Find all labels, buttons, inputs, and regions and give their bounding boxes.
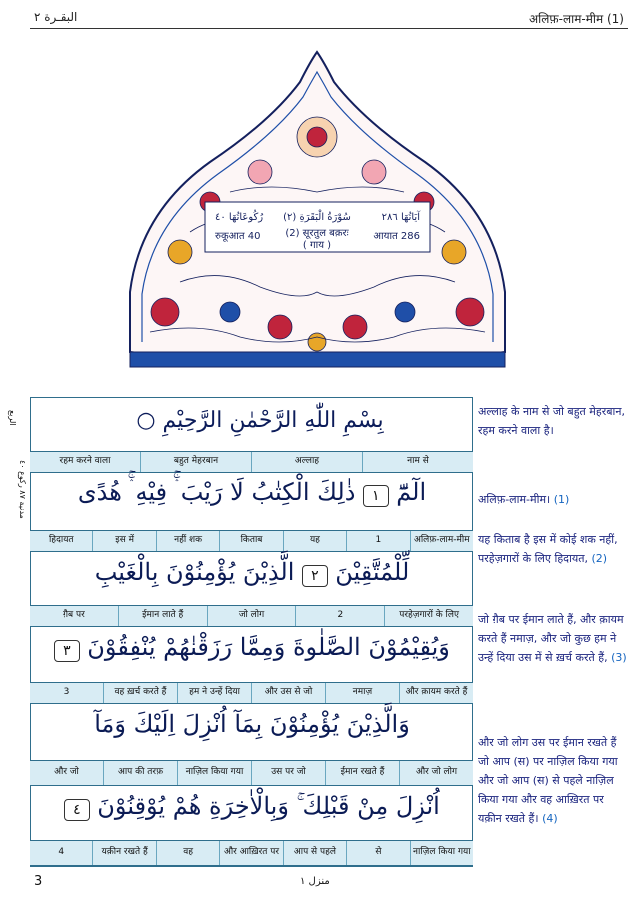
verse-ref: (3) (611, 651, 627, 664)
ayah-text: اُنْزِلَ مِنْ قَبْلِكَ ۚ وَبِالْاٰخِرَةِ هُمْ يُوْقِنُوْنَ (97, 792, 440, 820)
translation-text: और जो लोग उस पर ईमान रखते हैं जो आप (स) पर नाज़िल किया गया और जो आप (स) से पहले नाज़िल किया गया और वह आख़िरत पर यक़ीन रखते हैं। (478, 736, 618, 825)
word-cell: हम ने उन्हें दिया (177, 683, 251, 703)
word-cell: नहीं शक (156, 531, 219, 551)
translation-text: जो ग़ैब पर ईमान लाते हैं, और क़ायम करते हैं नमाज़, और जो कुछ हम ने उन्हें दिया उस में से ख़र्च करते हैं, (478, 613, 624, 664)
word-cell: यक़ीन रखते हैं (92, 841, 155, 865)
word-cell: ईमान रखते हैं (325, 761, 399, 785)
rub-marker: الربع (8, 410, 17, 426)
side-margin-labels (2, 400, 28, 540)
word-cell: नाज़िल किया गया (410, 841, 473, 865)
ayah-text: لِّلْمُتَّقِيْنَ (335, 558, 410, 586)
word-cell: बहुत मेहरबान (140, 452, 251, 472)
word-translation-row (30, 840, 473, 866)
header-divider (30, 28, 628, 29)
ayah-line (36, 710, 468, 738)
word-cell: 2 (295, 606, 384, 626)
translation-text: अल्लाह के नाम से जो बहुत मेहरबान, रहम करने वाला है। (478, 405, 625, 437)
ayah-line (36, 558, 468, 587)
word-translation-row (30, 451, 473, 473)
ayah-number: ٣ (54, 640, 80, 662)
word-cell: 1 (346, 531, 409, 551)
word-cell: 4 (58, 847, 65, 858)
verse-ref: (1) (553, 493, 570, 506)
ayah-number: ٤ (64, 799, 90, 821)
translation-paragraph (478, 733, 630, 828)
ayah-text: وَالَّذِيْنَ يُؤْمِنُوْنَ بِمَآ اُنْزِلَ اِلَيْكَ وَمَآ (94, 710, 410, 738)
word-cell: यह (283, 531, 346, 551)
madani-marker: مدنية ٨٧ ركوع ٤٠ (18, 460, 27, 519)
word-cell: नाज़िल किया गया (177, 761, 251, 785)
word-cell: और क़ायम करते हैं (399, 683, 473, 703)
surah-meaning: ( गाय ) (302, 240, 332, 251)
verse-ref: (2) (591, 552, 608, 565)
word-cell: रहम करने वाला (59, 456, 111, 467)
word-cell: और जो लोग (399, 761, 473, 785)
word-cell: 3 (63, 687, 70, 698)
ayah-text: الَّذِيْنَ يُؤْمِنُوْنَ بِالْغَيْبِ (94, 558, 295, 586)
ruku-count-arabic: رُكُوعَاتُهَا ٤٠ (215, 212, 264, 223)
word-translation-row (30, 760, 473, 786)
page-number: 3 (34, 874, 43, 889)
word-cell: और आख़िरत पर (219, 841, 282, 865)
word-translation-row (30, 530, 473, 552)
ayah-number: ٢ (302, 565, 328, 587)
translation-paragraph (478, 490, 630, 509)
surah-name-hindi: (2) सूरतुल बक़रः (285, 228, 349, 239)
ayah-text: الٓمّٓ (396, 478, 427, 506)
ayat-count-arabic: آيَاتُهَا ٢٨٦ (381, 212, 420, 223)
ayah-text: ذٰلِكَ الْكِتٰبُ لَا رَيْبَ ۛۚ فِيْهِ ۛۚ هُدًى (77, 478, 356, 506)
translation-paragraph (478, 530, 630, 568)
word-cell: आप की तरफ़ (103, 761, 177, 785)
surah-name-arabic: (٢) سُوْرَةُ الْبَقَرَةِ (283, 212, 351, 223)
word-cell: हिदायत (48, 535, 74, 546)
word-cell: अल्लाह (251, 452, 362, 472)
ruku-count-hindi: रुकूआत 40 (215, 231, 261, 242)
word-cell: उस पर जो (251, 761, 325, 785)
word-cell: से (346, 841, 409, 865)
ayah-number: ١ (363, 485, 389, 507)
surah-ornament (120, 42, 515, 377)
word-cell: नाम से (362, 452, 473, 472)
word-cell: वह ख़र्च करते हैं (103, 683, 177, 703)
ayah-line (36, 792, 468, 821)
word-cell: और उस से जो (251, 683, 325, 703)
surah-header-arabic: البقـرة ٢ (34, 10, 78, 24)
verse-ref: (4) (542, 812, 558, 825)
word-translation-row (30, 605, 473, 627)
word-cell: वह (156, 841, 219, 865)
ayah-line (36, 633, 468, 662)
translation-paragraph (478, 610, 630, 667)
word-cell: और जो (54, 767, 79, 778)
word-cell: अलिफ़-लाम-मीम (410, 531, 473, 551)
word-cell: जो लोग (207, 606, 296, 626)
word-cell: किताब (219, 531, 282, 551)
translation-paragraph (478, 402, 630, 440)
word-cell: ईमान लाते हैं (118, 606, 207, 626)
translation-text: यह किताब है इस में कोई शक नहीं, परहेज़गारों के लिए हिदायत, (478, 533, 618, 565)
word-cell: आप से पहले (283, 841, 346, 865)
word-cell: नमाज़ (325, 683, 399, 703)
translation-text: अलिफ़-लाम-मीम। (478, 493, 551, 506)
word-cell: परहेज़गारों के लिए (384, 606, 473, 626)
manzil-marker: منزل ١ (300, 876, 330, 887)
ayah-line (36, 478, 468, 507)
ayah-text: وَيُقِيْمُوْنَ الصَّلٰوةَ وَمِمَّا رَزَقْنٰهُمْ يُنْفِقُوْنَ (87, 633, 450, 661)
word-cell: इस में (92, 531, 155, 551)
surah-header-hindi: अलिफ़-लाम-मीम (1) (528, 12, 624, 26)
basmala: بِسْمِ اللّٰهِ الرَّحْمٰنِ الرَّحِيْمِ ○ (136, 408, 384, 433)
word-translation-row (30, 682, 473, 704)
ayat-count-hindi: आयात 286 (373, 231, 420, 242)
word-cell: ग़ैब पर (62, 610, 85, 621)
